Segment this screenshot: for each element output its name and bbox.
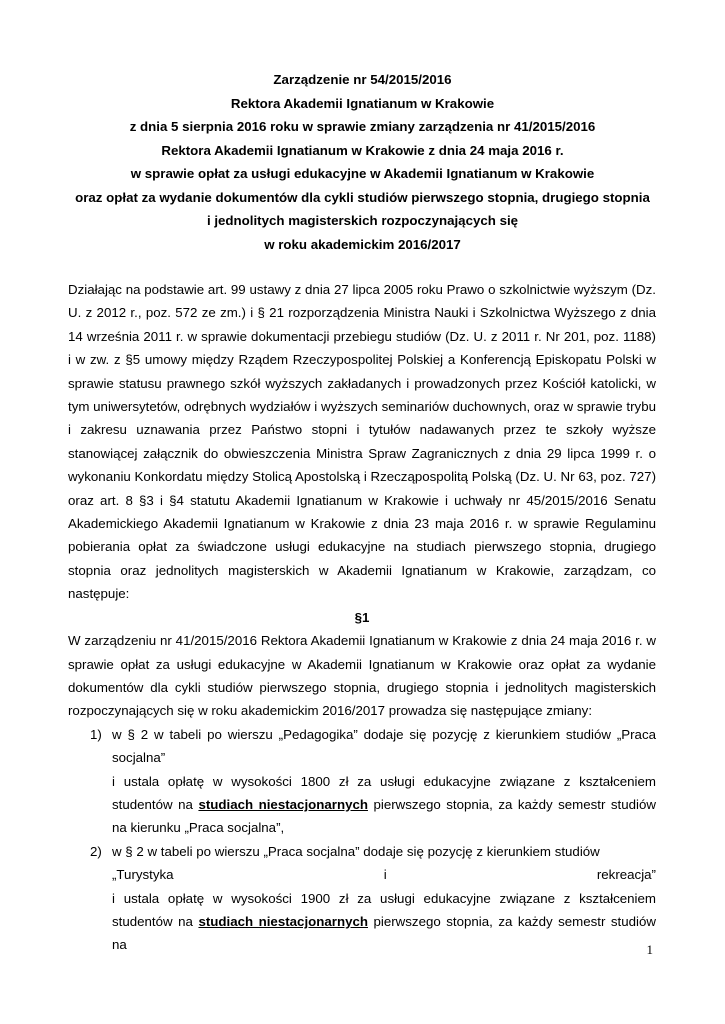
item-change-text: w § 2 w tabeli po wierszu „Praca socjalna” dodaje się pozycję z kierunkiem studiów <box>112 843 600 859</box>
title-line: Zarządzenie nr 54/2015/2016 <box>273 72 452 87</box>
title-line: w roku akademickim 2016/2017 <box>264 236 461 252</box>
document-body <box>68 278 656 957</box>
study-mode-emphasis: studiach niestacjonarnych <box>198 796 368 812</box>
list-item <box>68 723 656 840</box>
section-heading: §1 <box>354 609 370 625</box>
amendments-list <box>68 723 656 957</box>
item-fee-text <box>112 887 656 957</box>
fee-prefix: i ustala opłatę w wysokości 1900 zł za usługi edukacyjne związane z kształceniem studentów na <box>112 890 656 929</box>
course-word: „Turystyka <box>112 867 174 883</box>
course-word: rekreacja” <box>596 867 656 883</box>
title-line: Rektora Akademii Ignatianum w Krakowie z dnia 24 maja 2016 r. <box>161 142 564 158</box>
title-line: oraz opłat za wydanie dokumentów dla cykli studiów pierwszego stopnia, drugiego stopnia <box>75 189 650 205</box>
list-item <box>68 840 656 957</box>
fee-suffix: pierwszego stopnia, za każdy semestr studiów na <box>112 913 656 953</box>
study-mode-emphasis: studiach niestacjonarnych <box>198 913 368 929</box>
page-number: 1 <box>646 942 653 957</box>
fee-suffix: pierwszego stopnia, za każdy semestr studiów na kierunku „Praca socjalna”, <box>112 796 656 836</box>
item-fee-text <box>112 770 656 840</box>
section-intro-paragraph: W zarządzeniu nr 41/2015/2016 Rektora Akademii Ignatianum w Krakowie z dnia 24 maja 2016 r. w sprawie opłat za usługi edukacyjne w Akademii Ignatianum w Krakowie oraz opłat za wydanie dokumentów dla cykli studiów pierwszego stopnia, drugiego stopnia i jednolitych magisterskich rozpoczynających się w roku akademickim 2016/2017 prowadza się następujące zmiany: <box>68 633 656 719</box>
list-item-number: 1) <box>90 726 102 742</box>
title-line: z dnia 5 sierpnia 2016 roku w sprawie zmiany zarządzenia nr 41/2015/2016 <box>129 119 596 134</box>
fee-prefix: i ustala opłatę w wysokości 1800 zł za usługi edukacyjne związane z kształceniem studentów na <box>112 773 656 812</box>
title-line: Rektora Akademii Ignatianum w Krakowie <box>230 95 495 111</box>
list-item-number: 2) <box>90 843 102 859</box>
item-course-name-line <box>112 863 656 886</box>
preamble-paragraph: Działając na podstawie art. 99 ustawy z dnia 27 lipca 2005 roku Prawo o szkolnictwie wyższym (Dz. U. z 2012 r., poz. 572 ze zm.) i § 21 rozporządzenia Ministra Nauki i Szkolnictwa Wyższego z dnia 14 września 2011 r. w sprawie dokumentacji przebiegu studiów (Dz. U. z 2011 r. Nr 201, poz. 1188) i w zw. z §5 umowy między Rządem Rzeczypospolitej Polskiej a Konferencją Episkopatu Polski w sprawie statusu prawnego szkół wyższych zakładanych i prowadzonych przez Kościół katolicki, w tym uniwersytetów, odrębnych wydziałów i wyższych seminariów duchownych, oraz w sprawie trybu i zakresu uznawania przez Państwo stopni i tytułów nadawanych przez te szkoły wyższe stanowiącej załącznik do obwieszczenia Ministra Spraw Zagranicznych z dnia 29 lipca 1999 r. o wykonaniu Konkordatu między Stolicą Apostolską i Rzecząpospolitą Polską (Dz. U. Nr 63, poz. 727) oraz art. 8 §3 i §4 statutu Akademii Ignatianum w Krakowie i uchwały nr 45/2015/2016 Senatu Akademickiego Akademii Ignatianum w Krakowie z dnia 23 maja 2016 r. w sprawie Regulaminu pobierania opłat za świadczone usługi edukacyjne na studiach pierwszego stopnia, drugiego stopnia oraz jednolitych magisterskich w Akademii Ignatianum w Krakowie, zarządzam, co następuje: <box>68 282 656 602</box>
item-change-text: w § 2 w tabeli po wierszu „Pedagogika” dodaje się pozycję z kierunkiem studiów „Praca socjalna” <box>112 726 656 766</box>
title-line: w sprawie opłat za usługi edukacyjne w Akademii Ignatianum w Krakowie <box>130 166 595 181</box>
title-line: i jednolitych magisterskich rozpoczynających się <box>206 213 519 228</box>
course-word: i <box>383 867 387 883</box>
document-title <box>60 68 665 256</box>
